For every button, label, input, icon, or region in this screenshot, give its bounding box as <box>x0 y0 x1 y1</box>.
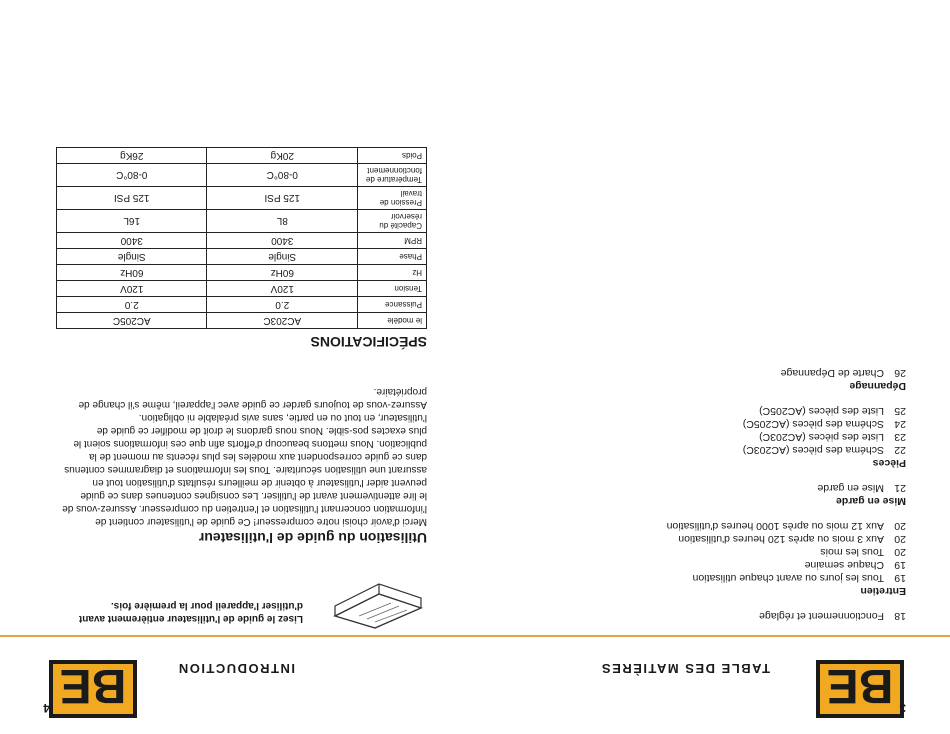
spec-value-ac203c: 60Hz <box>207 265 358 281</box>
page-number: 4 <box>43 701 50 715</box>
toc-page-number: 18 <box>894 610 906 622</box>
toc-entry-label: Fonctionnement et réglage <box>759 610 884 622</box>
toc-section-heading: Mise en garde <box>835 495 906 507</box>
table-row <box>57 297 427 313</box>
toc-page-number: 19 <box>894 572 906 584</box>
table-row <box>57 187 427 210</box>
logo-text: BE <box>59 659 127 712</box>
spec-value-ac203c: Single <box>207 249 358 265</box>
toc-entry-label: Aux 3 mois ou après 120 heures d'utilisation <box>678 533 884 545</box>
toc-entry[interactable] <box>606 609 906 622</box>
toc-entry-label: Schéma des pièces (AC205C) <box>742 418 884 430</box>
spec-label: Puissance <box>358 297 427 313</box>
page-header-title: INTRODUCTION <box>177 661 295 676</box>
table-row <box>57 249 427 265</box>
read-guide-warning: Lisez le guide de l'utilisateur entièrement avant d'utiliser l'appareil pour la première fois. <box>78 600 303 624</box>
spec-label: Poids <box>358 148 427 164</box>
toc-entry[interactable] <box>606 532 906 545</box>
toc-page-number: 23 <box>894 431 906 443</box>
toc-page-number: 24 <box>894 418 906 430</box>
spec-value-ac205c: Single <box>57 249 208 265</box>
table-row <box>57 164 427 187</box>
toc-entry[interactable] <box>606 558 906 571</box>
spec-label: Tension <box>358 281 427 297</box>
intro-paragraph: Assurez-vous de toujours garder ce guide avec l'appareil, même s'il change de propriétaire. <box>78 386 427 410</box>
table-row <box>57 210 427 233</box>
table-row <box>57 313 427 329</box>
toc-entry[interactable] <box>606 571 906 584</box>
header-divider <box>475 635 950 637</box>
spec-value-ac205c: 120V <box>57 281 208 297</box>
toc-page-number: 25 <box>894 405 906 417</box>
spec-label: le modèle <box>358 313 427 329</box>
spec-value-ac205c: 16L <box>57 210 208 233</box>
toc-entry-label: Aux 12 mois ou après 1000 heures d'utilisation <box>666 520 884 532</box>
spec-value-ac203c: 125 PSI <box>207 187 358 210</box>
spec-label: Température de fonctionnement <box>358 164 427 187</box>
spec-value-ac205c: 3400 <box>57 233 208 249</box>
toc-entry[interactable] <box>606 545 906 558</box>
table-row <box>57 148 427 164</box>
toc-entry-label: Tous les jours ou avant chaque utilisation <box>692 572 884 584</box>
toc-section-heading: Entretien <box>860 585 906 597</box>
spec-label: Phase <box>358 249 427 265</box>
toc-page-number: 22 <box>894 444 906 456</box>
be-logo <box>812 656 908 722</box>
toc-page-number: 26 <box>894 367 906 379</box>
spec-label: Pression de travail <box>358 187 427 210</box>
page-number: 3 <box>899 701 906 715</box>
toc-entry[interactable] <box>606 519 906 532</box>
spec-value-ac203c: AC203C <box>207 313 358 329</box>
toc-entry-label: Schéma des pièces (AC203C) <box>742 444 884 456</box>
table-of-contents <box>606 366 906 622</box>
toc-entry[interactable] <box>606 366 906 379</box>
spec-value-ac205c: 0-80°C <box>57 164 208 187</box>
specifications-table <box>56 147 427 329</box>
toc-entry-label: Charte de Dépannage <box>780 367 884 379</box>
toc-page-number: 20 <box>894 520 906 532</box>
toc-entry[interactable] <box>606 417 906 430</box>
toc-page-number: 19 <box>894 559 906 571</box>
logo-text: BE <box>826 659 894 712</box>
spec-label: Capacité du réservoir <box>358 210 427 233</box>
toc-entry-label: Mise en garde <box>817 482 884 494</box>
toc-page-number: 20 <box>894 546 906 558</box>
intro-paragraph: Merci d'avoir choisi notre compresseur! Ce guide de l'utilisateur contient de l'information concernant l'utilisation et l'entretien du compresseur. Assurez-vous de le lire attentivement avant de l'utiliser. Les consignes contenues dans ce guide peuvent aider l'utilisateur à obtenir de meilleurs résultats d'utilisation tout en assurant une utilisation sécuritaire. Tous les informations et diagrammes contenus dans ce guide correspondent aux modèles les plus récents au moment de la publication. Nous mettons beaucoup d'efforts afin que ces informations soient le plus exactes pos-sible. Nous nous gardons le droit de modifier ce guide de l'utilisateur, en tout ou en partie, sans avis préalable ni obligation. <box>62 412 427 527</box>
specs-title: SPÉCIFICATIONS <box>310 334 427 350</box>
toc-entry-label: Chaque semaine <box>804 559 884 571</box>
toc-entry-label: Tous les mois <box>820 546 884 558</box>
spec-value-ac203c: 20Kg <box>207 148 358 164</box>
table-row <box>57 281 427 297</box>
toc-entry[interactable] <box>606 481 906 494</box>
intro-title: Utilisation du guide de l'utilisateur <box>198 530 427 546</box>
toc-page-number: 21 <box>894 482 906 494</box>
spec-value-ac203c: 120V <box>207 281 358 297</box>
page-header-title: TABLE DES MATIÈRES <box>600 661 770 676</box>
toc-entry-label: Liste des pièces (AC203C) <box>759 431 884 443</box>
toc-page-number: 20 <box>894 533 906 545</box>
spec-value-ac205c: 125 PSI <box>57 187 208 210</box>
spec-value-ac203c: 3400 <box>207 233 358 249</box>
spec-value-ac203c: 2.0 <box>207 297 358 313</box>
spec-value-ac205c: 2.0 <box>57 297 208 313</box>
spec-label: RPM <box>358 233 427 249</box>
spec-value-ac205c: AC205C <box>57 313 208 329</box>
toc-section-heading: Dépannage <box>849 380 906 392</box>
toc-section-heading: Pièces <box>872 457 906 469</box>
page-3 <box>475 0 950 734</box>
be-logo <box>45 656 141 722</box>
open-book-icon <box>327 576 427 646</box>
spec-value-ac203c: 8L <box>207 210 358 233</box>
table-row <box>57 265 427 281</box>
toc-entry[interactable] <box>606 430 906 443</box>
spec-label: Hz <box>358 265 427 281</box>
table-row <box>57 233 427 249</box>
spec-value-ac205c: 60Hz <box>57 265 208 281</box>
toc-entry[interactable] <box>606 404 906 417</box>
toc-entry-label: Liste des pièces (AC205C) <box>759 405 884 417</box>
toc-entry[interactable] <box>606 443 906 456</box>
spec-value-ac203c: 0-80°C <box>207 164 358 187</box>
intro-body <box>57 385 427 528</box>
spec-value-ac205c: 26Kg <box>57 148 208 164</box>
